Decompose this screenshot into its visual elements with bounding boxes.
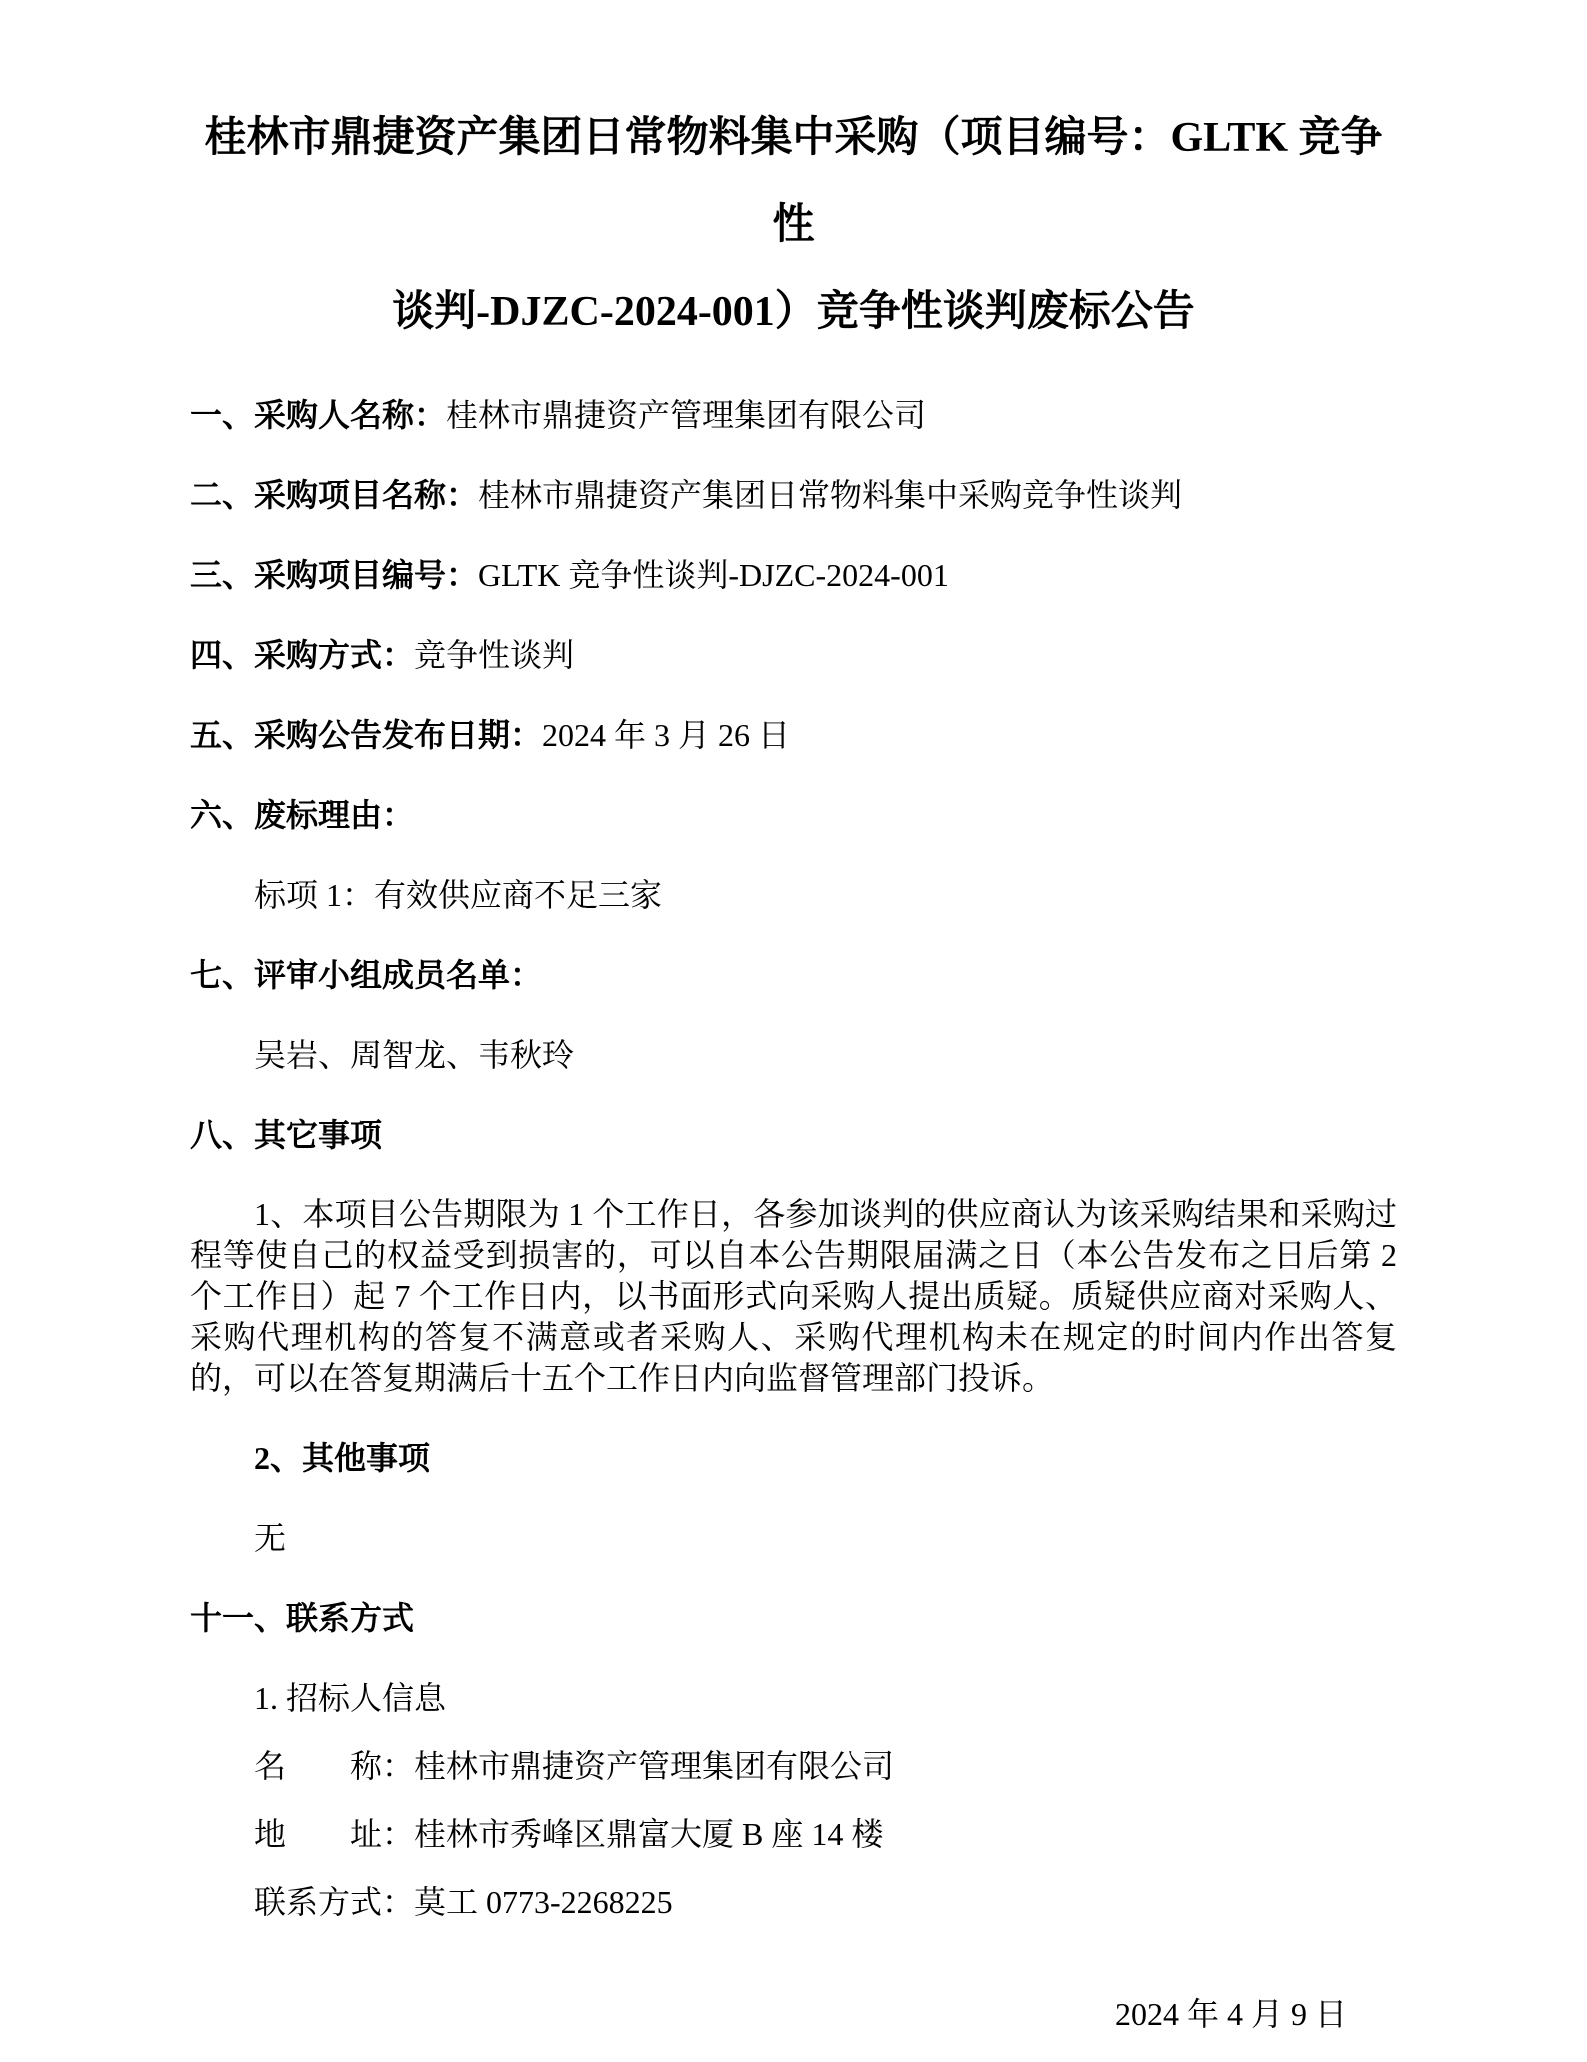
- contact-sub-heading: [190, 1677, 1397, 1719]
- section-project-name-label: 二、采购项目名称：: [190, 477, 479, 513]
- section-project-number-label: 三、采购项目编号：: [190, 557, 479, 593]
- section-project-number: [190, 554, 1397, 596]
- document-date: 2024 年 4 月 9 日: [1114, 1996, 1347, 2032]
- section-publish-date-value: 2024 年 3 月 26 日: [542, 717, 791, 753]
- other-sub-value: [190, 1517, 1397, 1559]
- section-other-heading: [190, 1114, 1397, 1156]
- section-buyer-value: 桂林市鼎捷资产管理集团有限公司: [446, 397, 927, 433]
- section-publish-date: [190, 714, 1397, 756]
- section-review-label: 七、评审小组成员名单：: [190, 957, 543, 993]
- section-project-name-value: 桂林市鼎捷资产集团日常物料集中采购竞争性谈判: [478, 477, 1183, 513]
- contact-sub-heading-text: 1. 招标人信息: [254, 1680, 447, 1716]
- contact-name-line: 名 称：桂林市鼎捷资产管理集团有限公司: [254, 1748, 895, 1784]
- review-members: [190, 1034, 1397, 1076]
- section-review-heading: [190, 954, 1397, 996]
- section-method: [190, 634, 1397, 676]
- section-reason-label: 六、废标理由：: [190, 797, 415, 833]
- other-sub-heading: [190, 1437, 1397, 1479]
- title-line-2: 谈判-DJZC-2024-001）竞争性谈判废标公告: [392, 289, 1195, 335]
- section-project-name: [190, 474, 1397, 516]
- section-method-label: 四、采购方式：: [190, 637, 415, 673]
- section-method-value: 竞争性谈判: [414, 637, 575, 673]
- contact-phone-line: 联系方式：莫工 0773-2268225: [254, 1884, 673, 1920]
- other-paragraph: 1、本项目公告期限为 1 个工作日，各参加谈判的供应商认为该采购结果和采购过程等使自己的权益受到损害的，可以自本公告期限届满之日（本公告发布之日后第 2 个工作日）起 7 个工作日内，以书面形式向采购人提出质疑。质疑供应商对采购人、采购代理机构的答复不满意或者采购人、采购代理机构未在规定的时间内作出答复的，可以在答复期满后十五个工作日内向监督管理部门投诉。: [190, 1196, 1397, 1396]
- section-contact-heading: [190, 1597, 1397, 1639]
- reason-item-text: 标项 1：有效供应商不足三家: [254, 877, 663, 913]
- title-line-1: 桂林市鼎捷资产集团日常物料集中采购（项目编号：GLTK 竞争性: [204, 115, 1383, 248]
- section-publish-date-label: 五、采购公告发布日期：: [190, 717, 543, 753]
- section-other-label: 八、其它事项: [190, 1117, 383, 1153]
- section-buyer: [190, 394, 1397, 436]
- contact-address-line: 地 址：桂林市秀峰区鼎富大厦 B 座 14 楼: [254, 1816, 884, 1852]
- document-title: [190, 95, 1397, 356]
- section-project-number-value: GLTK 竞争性谈判-DJZC-2024-001: [478, 557, 949, 593]
- section-buyer-label: 一、采购人名称：: [190, 397, 447, 433]
- other-sub-heading-label: 2、其他事项: [254, 1440, 431, 1476]
- other-sub-value-text: 无: [254, 1520, 287, 1556]
- review-members-text: 吴岩、周智龙、韦秋玲: [254, 1037, 575, 1073]
- reason-item: [190, 874, 1397, 916]
- section-reason-heading: [190, 794, 1397, 836]
- section-contact-label: 十一、联系方式: [190, 1600, 415, 1636]
